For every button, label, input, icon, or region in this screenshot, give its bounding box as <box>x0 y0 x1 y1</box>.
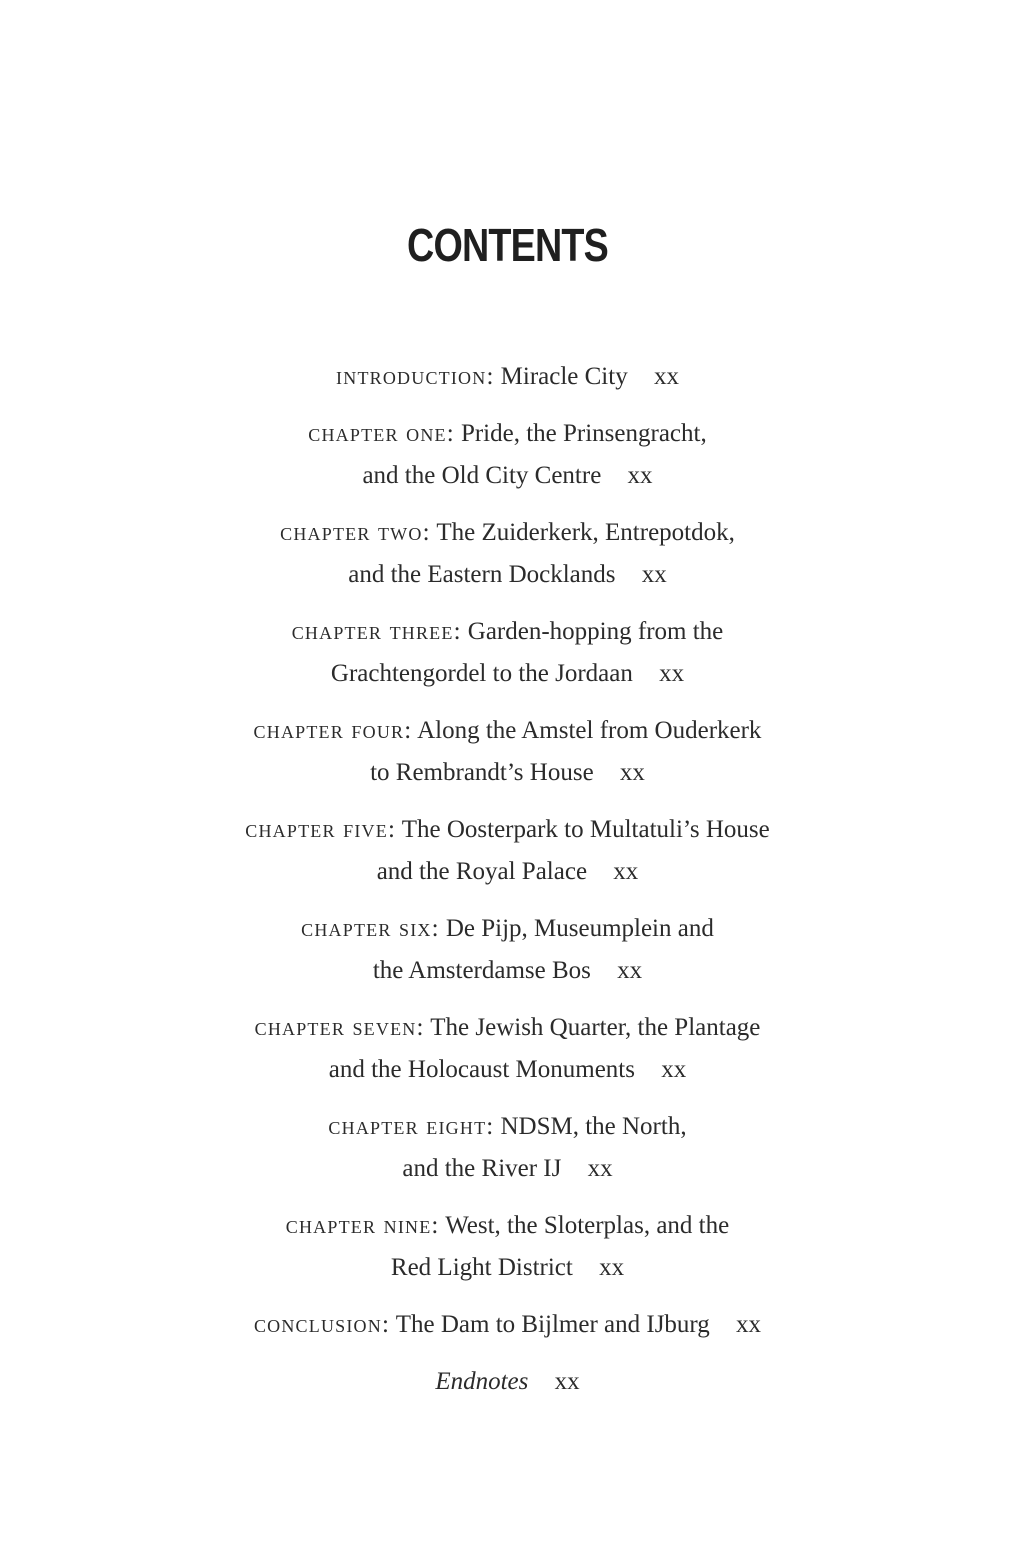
toc-entry-label: chapter two <box>280 519 423 546</box>
toc-entry-page: xx <box>659 660 685 687</box>
toc-entry-chapter-one[interactable] <box>0 413 1015 497</box>
toc-entry-title-cont: and the Holocaust Monuments <box>328 1056 635 1083</box>
toc-entry-title: Pride, the Prinsengracht, <box>460 420 707 447</box>
toc-entry-endnotes[interactable] <box>0 1361 1015 1403</box>
toc-entry-title: NDSM, the North, <box>500 1113 687 1140</box>
toc-entry-line <box>0 950 1015 992</box>
toc-entry-title-cont: to Rembrandt’s House <box>370 759 594 786</box>
toc-entry-page: xx <box>653 363 679 390</box>
toc-entry-label: introduction <box>336 363 487 390</box>
toc-entry-line: chapter eight: NDSM, the North, <box>328 1113 687 1140</box>
toc-entry-title-cont: Grachtengordel to the Jordaan <box>330 660 633 687</box>
toc-entry-title: West, the Sloterplas, and the <box>445 1212 730 1239</box>
toc-entry-chapter-four[interactable] <box>0 710 1015 794</box>
toc-entry-title-cont: Red Light District <box>390 1254 573 1281</box>
toc-entry-line <box>0 554 1015 596</box>
toc-entry-line: chapter three: Garden-hopping from the <box>291 618 724 645</box>
toc-entry-line <box>0 1361 1015 1403</box>
toc-entry-title: Miracle City <box>500 363 628 390</box>
toc-entry-line: chapter two: The Zuiderkerk, Entrepotdok, <box>280 519 735 546</box>
toc-entry-chapter-nine[interactable] <box>0 1205 1015 1289</box>
toc-entry-title-cont: the Amsterdamse Bos <box>372 957 591 984</box>
toc-entry-line <box>0 1148 1015 1190</box>
toc-entry-chapter-eight[interactable] <box>0 1106 1015 1190</box>
toc-entry-page: xx <box>587 1155 613 1182</box>
toc-entry-page: xx <box>619 759 645 786</box>
toc-entry-title: Garden-hopping from the <box>467 618 724 645</box>
toc-entry-line: chapter six: De Pijp, Museumplein and <box>301 915 714 942</box>
toc-entry-label: chapter five <box>245 816 388 843</box>
toc-entry-title: De Pijp, Museumplein and <box>445 915 714 942</box>
toc-entry-title: The Dam to Bijlmer and IJburg <box>395 1311 710 1338</box>
toc-entry-title: Along the Amstel from Ouderkerk <box>417 717 762 744</box>
toc-entry-label: chapter six <box>301 915 432 942</box>
toc-entry-chapter-six[interactable] <box>0 908 1015 992</box>
page-title: CONTENTS <box>407 219 608 271</box>
toc-entry-line: conclusion: The Dam to Bijlmer and IJburg xx <box>253 1311 762 1338</box>
toc-entry-line: chapter five: The Oosterpark to Multatuli’s House <box>245 816 770 843</box>
toc-entry-line: chapter four: Along the Amstel from Ouderkerk <box>253 717 762 744</box>
toc-entry-label: conclusion <box>253 1311 382 1338</box>
toc-entry-page: xx <box>661 1056 687 1083</box>
toc-entry-title: Endnotes <box>435 1368 529 1395</box>
toc-entry-title: The Zuiderkerk, Entrepotdok, <box>436 519 735 546</box>
toc-entry-line: introduction: Miracle City xx <box>336 363 679 390</box>
toc-entry-line <box>0 1247 1015 1289</box>
toc-entry-line <box>0 653 1015 695</box>
toc-entry-title-cont: and the Eastern Docklands <box>348 561 616 588</box>
toc-entry-introduction[interactable] <box>0 356 1015 398</box>
toc-entry-line: chapter seven: The Jewish Quarter, the Plantage <box>254 1014 761 1041</box>
toc-entry-chapter-three[interactable] <box>0 611 1015 695</box>
toc-entry-title: The Jewish Quarter, the Plantage <box>430 1014 761 1041</box>
toc-entry-page: xx <box>641 561 667 588</box>
toc-entry-line <box>0 752 1015 794</box>
toc-entry-title-cont: and the Old City Centre <box>362 462 602 489</box>
toc-entry-title-cont: and the Royal Palace <box>376 858 588 885</box>
toc-entry-page: xx <box>627 462 653 489</box>
toc-entry-label: chapter three <box>291 618 454 645</box>
toc-entry-page: xx <box>736 1311 762 1338</box>
toc-entry-line <box>0 851 1015 893</box>
toc-entry-label: chapter nine <box>285 1212 432 1239</box>
toc-entry-line: chapter one: Pride, the Prinsengracht, <box>308 420 707 447</box>
toc-entry-title-cont: and the River IJ <box>402 1155 562 1182</box>
toc-entry-label: chapter seven <box>254 1014 417 1041</box>
toc-entry-label: chapter eight <box>328 1113 487 1140</box>
toc-entry-page: xx <box>613 858 639 885</box>
toc-entry-label: chapter four <box>253 717 405 744</box>
toc-entry-page: xx <box>554 1368 580 1395</box>
toc-entry-label: chapter one <box>308 420 447 447</box>
toc-entry-chapter-seven[interactable] <box>0 1007 1015 1091</box>
toc-entry-chapter-two[interactable] <box>0 512 1015 596</box>
toc-entry-chapter-five[interactable] <box>0 809 1015 893</box>
toc-entry-page: xx <box>599 1254 625 1281</box>
toc-entry-conclusion[interactable] <box>0 1304 1015 1346</box>
toc-entry-line: chapter nine: West, the Sloterplas, and the <box>285 1212 730 1239</box>
table-of-contents <box>0 356 1015 1418</box>
toc-entry-line <box>0 455 1015 497</box>
toc-entry-page: xx <box>617 957 643 984</box>
toc-entry-title: The Oosterpark to Multatuli’s House <box>401 816 770 843</box>
toc-entry-line <box>0 1049 1015 1091</box>
